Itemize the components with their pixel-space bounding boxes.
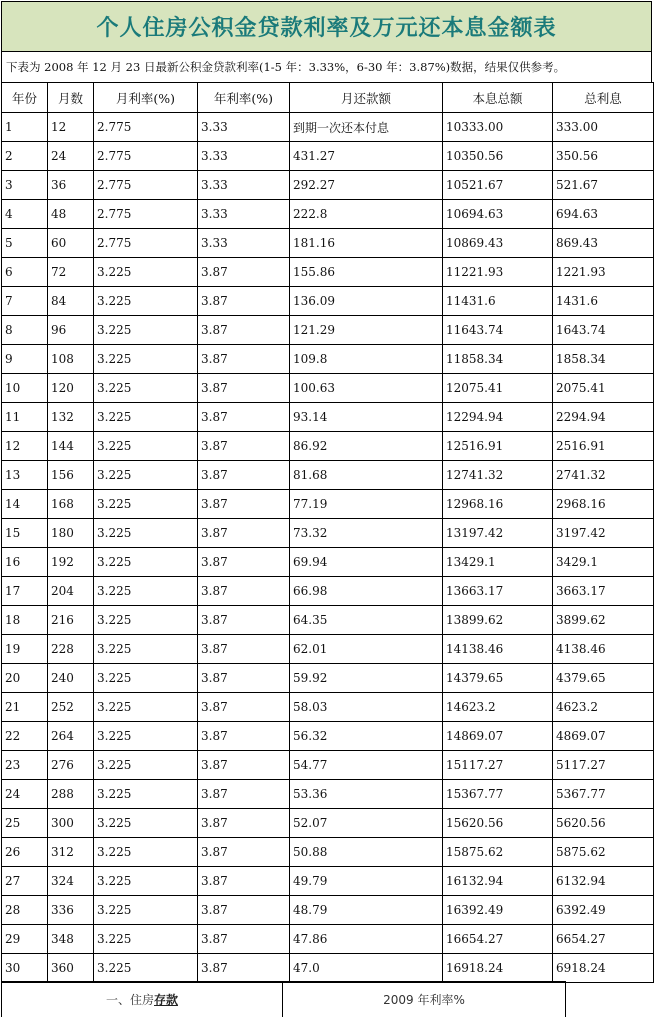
total-amount-cell: 14623.2: [443, 693, 553, 722]
annual-rate-cell: 3.87: [198, 258, 290, 287]
total-amount-cell: 12968.16: [443, 490, 553, 519]
annual-rate-cell: 3.87: [198, 664, 290, 693]
monthly-payment-cell: 121.29: [290, 316, 443, 345]
total-amount-cell: 10869.43: [443, 229, 553, 258]
year-cell: 18: [2, 606, 48, 635]
total-amount-cell: 13197.42: [443, 519, 553, 548]
table-row: [2, 316, 654, 345]
page-title: 个人住房公积金贷款利率及万元还本息金额表: [1, 1, 652, 52]
total-interest-cell: 4138.46: [553, 635, 654, 664]
annual-rate-cell: 3.87: [198, 345, 290, 374]
monthly-rate-cell: 3.225: [94, 258, 198, 287]
months-cell: 276: [48, 751, 94, 780]
year-cell: 4: [2, 200, 48, 229]
total-interest-cell: 350.56: [553, 142, 654, 171]
annual-rate-cell: 3.87: [198, 635, 290, 664]
annual-rate-cell: 3.87: [198, 287, 290, 316]
monthly-rate-cell: 3.225: [94, 374, 198, 403]
table-row: [2, 519, 654, 548]
year-cell: 23: [2, 751, 48, 780]
months-cell: 312: [48, 838, 94, 867]
table-row: [2, 403, 654, 432]
total-interest-cell: 5367.77: [553, 780, 654, 809]
months-cell: 204: [48, 577, 94, 606]
footer-row: [1, 981, 653, 1017]
year-cell: 5: [2, 229, 48, 258]
year-cell: 26: [2, 838, 48, 867]
total-amount-cell: 15875.62: [443, 838, 553, 867]
year-cell: 25: [2, 809, 48, 838]
total-amount-cell: 15620.56: [443, 809, 553, 838]
rate-table: [1, 82, 654, 983]
total-amount-cell: 14379.65: [443, 664, 553, 693]
total-interest-cell: 3429.1: [553, 548, 654, 577]
table-row: [2, 751, 654, 780]
total-interest-cell: 694.63: [553, 200, 654, 229]
header-total-interest: 总利息: [553, 83, 654, 113]
monthly-payment-cell: 73.32: [290, 519, 443, 548]
total-interest-cell: 333.00: [553, 113, 654, 142]
annual-rate-cell: 3.87: [198, 577, 290, 606]
monthly-payment-cell: 109.8: [290, 345, 443, 374]
header-months: 月数: [48, 83, 94, 113]
total-amount-cell: 12741.32: [443, 461, 553, 490]
monthly-payment-cell: 292.27: [290, 171, 443, 200]
year-cell: 6: [2, 258, 48, 287]
total-amount-cell: 16654.27: [443, 925, 553, 954]
months-cell: 108: [48, 345, 94, 374]
table-row: [2, 606, 654, 635]
table-row: [2, 345, 654, 374]
total-amount-cell: 11221.93: [443, 258, 553, 287]
annual-rate-cell: 3.87: [198, 896, 290, 925]
total-interest-cell: 6918.24: [553, 954, 654, 983]
monthly-rate-cell: 3.225: [94, 838, 198, 867]
monthly-rate-cell: 3.225: [94, 693, 198, 722]
header-monthly-rate: 月利率(%): [94, 83, 198, 113]
months-cell: 240: [48, 664, 94, 693]
year-cell: 28: [2, 896, 48, 925]
total-interest-cell: 2294.94: [553, 403, 654, 432]
months-cell: 96: [48, 316, 94, 345]
annual-rate-cell: 3.33: [198, 200, 290, 229]
annual-rate-cell: 3.87: [198, 490, 290, 519]
table-row: [2, 113, 654, 142]
total-interest-cell: 1221.93: [553, 258, 654, 287]
monthly-payment-cell: 47.86: [290, 925, 443, 954]
table-row: [2, 925, 654, 954]
months-cell: 84: [48, 287, 94, 316]
year-cell: 14: [2, 490, 48, 519]
monthly-rate-cell: 3.225: [94, 316, 198, 345]
year-cell: 1: [2, 113, 48, 142]
total-amount-cell: 15367.77: [443, 780, 553, 809]
monthly-payment-cell: 64.35: [290, 606, 443, 635]
monthly-payment-cell: 181.16: [290, 229, 443, 258]
total-amount-cell: 10694.63: [443, 200, 553, 229]
annual-rate-cell: 3.33: [198, 142, 290, 171]
annual-rate-cell: 3.87: [198, 751, 290, 780]
total-interest-cell: 4379.65: [553, 664, 654, 693]
header-monthly-payment: 月还款额: [290, 83, 443, 113]
annual-rate-cell: 3.33: [198, 113, 290, 142]
total-interest-cell: 1858.34: [553, 345, 654, 374]
monthly-rate-cell: 3.225: [94, 345, 198, 374]
months-cell: 216: [48, 606, 94, 635]
monthly-rate-cell: 3.225: [94, 809, 198, 838]
year-cell: 21: [2, 693, 48, 722]
footer-rate-cell: 2009 年利率%: [283, 981, 566, 1017]
total-interest-cell: 4623.2: [553, 693, 654, 722]
months-cell: 60: [48, 229, 94, 258]
year-cell: 15: [2, 519, 48, 548]
total-amount-cell: 10333.00: [443, 113, 553, 142]
total-interest-cell: 3663.17: [553, 577, 654, 606]
monthly-payment-cell: 100.63: [290, 374, 443, 403]
annual-rate-cell: 3.87: [198, 925, 290, 954]
table-row: [2, 374, 654, 403]
table-row: [2, 664, 654, 693]
months-cell: 264: [48, 722, 94, 751]
monthly-payment-cell: 56.32: [290, 722, 443, 751]
months-cell: 72: [48, 258, 94, 287]
monthly-rate-cell: 3.225: [94, 287, 198, 316]
table-row: [2, 577, 654, 606]
monthly-payment-cell: 81.68: [290, 461, 443, 490]
monthly-rate-cell: 2.775: [94, 171, 198, 200]
monthly-rate-cell: 3.225: [94, 722, 198, 751]
footer-prefix: 一、住房: [105, 993, 154, 1007]
monthly-rate-cell: 3.225: [94, 606, 198, 635]
monthly-rate-cell: 3.225: [94, 780, 198, 809]
monthly-payment-cell: 136.09: [290, 287, 443, 316]
months-cell: 120: [48, 374, 94, 403]
table-row: [2, 954, 654, 983]
total-amount-cell: 14138.46: [443, 635, 553, 664]
year-cell: 11: [2, 403, 48, 432]
total-amount-cell: 12075.41: [443, 374, 553, 403]
total-interest-cell: 5620.56: [553, 809, 654, 838]
total-amount-cell: 11431.6: [443, 287, 553, 316]
table-row: [2, 287, 654, 316]
total-interest-cell: 3899.62: [553, 606, 654, 635]
table-row: [2, 896, 654, 925]
total-amount-cell: 11858.34: [443, 345, 553, 374]
monthly-payment-cell: 到期一次还本付息: [290, 113, 443, 142]
annual-rate-cell: 3.87: [198, 548, 290, 577]
table-row: [2, 461, 654, 490]
total-amount-cell: 10350.56: [443, 142, 553, 171]
monthly-rate-cell: 3.225: [94, 519, 198, 548]
total-interest-cell: 2968.16: [553, 490, 654, 519]
months-cell: 336: [48, 896, 94, 925]
total-interest-cell: 521.67: [553, 171, 654, 200]
months-cell: 168: [48, 490, 94, 519]
year-cell: 27: [2, 867, 48, 896]
total-amount-cell: 13663.17: [443, 577, 553, 606]
monthly-payment-cell: 54.77: [290, 751, 443, 780]
table-row: [2, 490, 654, 519]
total-amount-cell: 13429.1: [443, 548, 553, 577]
monthly-rate-cell: 3.225: [94, 577, 198, 606]
annual-rate-cell: 3.33: [198, 229, 290, 258]
total-amount-cell: 11643.74: [443, 316, 553, 345]
monthly-payment-cell: 48.79: [290, 896, 443, 925]
header-total-amount: 本息总额: [443, 83, 553, 113]
header-annual-rate: 年利率(%): [198, 83, 290, 113]
annual-rate-cell: 3.33: [198, 171, 290, 200]
year-cell: 22: [2, 722, 48, 751]
total-interest-cell: 1643.74: [553, 316, 654, 345]
monthly-rate-cell: 3.225: [94, 548, 198, 577]
monthly-payment-cell: 62.01: [290, 635, 443, 664]
monthly-payment-cell: 155.86: [290, 258, 443, 287]
monthly-payment-cell: 431.27: [290, 142, 443, 171]
annual-rate-cell: 3.87: [198, 954, 290, 983]
table-row: [2, 635, 654, 664]
annual-rate-cell: 3.87: [198, 403, 290, 432]
year-cell: 8: [2, 316, 48, 345]
months-cell: 192: [48, 548, 94, 577]
months-cell: 228: [48, 635, 94, 664]
table-row: [2, 867, 654, 896]
monthly-rate-cell: 2.775: [94, 142, 198, 171]
monthly-payment-cell: 53.36: [290, 780, 443, 809]
annual-rate-cell: 3.87: [198, 606, 290, 635]
monthly-payment-cell: 59.92: [290, 664, 443, 693]
header-year: 年份: [2, 83, 48, 113]
year-cell: 20: [2, 664, 48, 693]
months-cell: 144: [48, 432, 94, 461]
months-cell: 360: [48, 954, 94, 983]
year-cell: 17: [2, 577, 48, 606]
year-cell: 9: [2, 345, 48, 374]
year-cell: 19: [2, 635, 48, 664]
annual-rate-cell: 3.87: [198, 809, 290, 838]
total-interest-cell: 2075.41: [553, 374, 654, 403]
monthly-payment-cell: 66.98: [290, 577, 443, 606]
months-cell: 252: [48, 693, 94, 722]
total-interest-cell: 6132.94: [553, 867, 654, 896]
total-interest-cell: 2516.91: [553, 432, 654, 461]
monthly-rate-cell: 3.225: [94, 403, 198, 432]
months-cell: 156: [48, 461, 94, 490]
months-cell: 348: [48, 925, 94, 954]
months-cell: 132: [48, 403, 94, 432]
year-cell: 2: [2, 142, 48, 171]
year-cell: 3: [2, 171, 48, 200]
year-cell: 13: [2, 461, 48, 490]
total-interest-cell: 2741.32: [553, 461, 654, 490]
monthly-rate-cell: 3.225: [94, 432, 198, 461]
months-cell: 48: [48, 200, 94, 229]
annual-rate-cell: 3.87: [198, 316, 290, 345]
monthly-payment-cell: 52.07: [290, 809, 443, 838]
months-cell: 36: [48, 171, 94, 200]
year-cell: 7: [2, 287, 48, 316]
monthly-payment-cell: 222.8: [290, 200, 443, 229]
total-amount-cell: 15117.27: [443, 751, 553, 780]
table-note: 下表为 2008 年 12 月 23 日最新公积金贷款利率(1-5 年：3.33%，6-30 年：3.87%)数据，结果仅供参考。: [1, 52, 652, 82]
monthly-rate-cell: 3.225: [94, 490, 198, 519]
table-row: [2, 200, 654, 229]
annual-rate-cell: 3.87: [198, 374, 290, 403]
table-row: [2, 780, 654, 809]
total-interest-cell: 5117.27: [553, 751, 654, 780]
monthly-rate-cell: 3.225: [94, 635, 198, 664]
total-amount-cell: 12516.91: [443, 432, 553, 461]
monthly-rate-cell: 2.775: [94, 229, 198, 258]
monthly-payment-cell: 50.88: [290, 838, 443, 867]
annual-rate-cell: 3.87: [198, 461, 290, 490]
annual-rate-cell: 3.87: [198, 693, 290, 722]
monthly-payment-cell: 77.19: [290, 490, 443, 519]
months-cell: 24: [48, 142, 94, 171]
total-interest-cell: 869.43: [553, 229, 654, 258]
table-row: [2, 258, 654, 287]
monthly-rate-cell: 3.225: [94, 954, 198, 983]
year-cell: 16: [2, 548, 48, 577]
total-interest-cell: 4869.07: [553, 722, 654, 751]
annual-rate-cell: 3.87: [198, 519, 290, 548]
table-row: [2, 432, 654, 461]
months-cell: 300: [48, 809, 94, 838]
footer-deposit-cell: [1, 981, 283, 1017]
monthly-payment-cell: 49.79: [290, 867, 443, 896]
total-interest-cell: 6654.27: [553, 925, 654, 954]
table-row: [2, 693, 654, 722]
monthly-rate-cell: 2.775: [94, 113, 198, 142]
total-amount-cell: 16132.94: [443, 867, 553, 896]
table-row: [2, 142, 654, 171]
table-row: [2, 809, 654, 838]
total-interest-cell: 1431.6: [553, 287, 654, 316]
year-cell: 24: [2, 780, 48, 809]
table-body: [2, 113, 654, 983]
table-row: [2, 838, 654, 867]
monthly-rate-cell: 3.225: [94, 751, 198, 780]
table-row: [2, 548, 654, 577]
total-interest-cell: 5875.62: [553, 838, 654, 867]
months-cell: 324: [48, 867, 94, 896]
monthly-rate-cell: 3.225: [94, 461, 198, 490]
monthly-rate-cell: 3.225: [94, 664, 198, 693]
deposit-link[interactable]: 存款: [154, 993, 179, 1007]
monthly-payment-cell: 93.14: [290, 403, 443, 432]
monthly-rate-cell: 3.225: [94, 896, 198, 925]
total-amount-cell: 10521.67: [443, 171, 553, 200]
total-interest-cell: 3197.42: [553, 519, 654, 548]
total-amount-cell: 13899.62: [443, 606, 553, 635]
monthly-payment-cell: 69.94: [290, 548, 443, 577]
table-row: [2, 171, 654, 200]
table-row: [2, 722, 654, 751]
monthly-rate-cell: 3.225: [94, 867, 198, 896]
table-header-row: [2, 83, 654, 113]
monthly-rate-cell: 2.775: [94, 200, 198, 229]
months-cell: 180: [48, 519, 94, 548]
annual-rate-cell: 3.87: [198, 780, 290, 809]
total-amount-cell: 16918.24: [443, 954, 553, 983]
year-cell: 10: [2, 374, 48, 403]
total-amount-cell: 16392.49: [443, 896, 553, 925]
annual-rate-cell: 3.87: [198, 432, 290, 461]
monthly-payment-cell: 86.92: [290, 432, 443, 461]
year-cell: 29: [2, 925, 48, 954]
year-cell: 30: [2, 954, 48, 983]
annual-rate-cell: 3.87: [198, 722, 290, 751]
monthly-payment-cell: 58.03: [290, 693, 443, 722]
year-cell: 12: [2, 432, 48, 461]
monthly-payment-cell: 47.0: [290, 954, 443, 983]
annual-rate-cell: 3.87: [198, 867, 290, 896]
table-row: [2, 229, 654, 258]
total-amount-cell: 14869.07: [443, 722, 553, 751]
months-cell: 288: [48, 780, 94, 809]
total-amount-cell: 12294.94: [443, 403, 553, 432]
monthly-rate-cell: 3.225: [94, 925, 198, 954]
annual-rate-cell: 3.87: [198, 838, 290, 867]
months-cell: 12: [48, 113, 94, 142]
total-interest-cell: 6392.49: [553, 896, 654, 925]
